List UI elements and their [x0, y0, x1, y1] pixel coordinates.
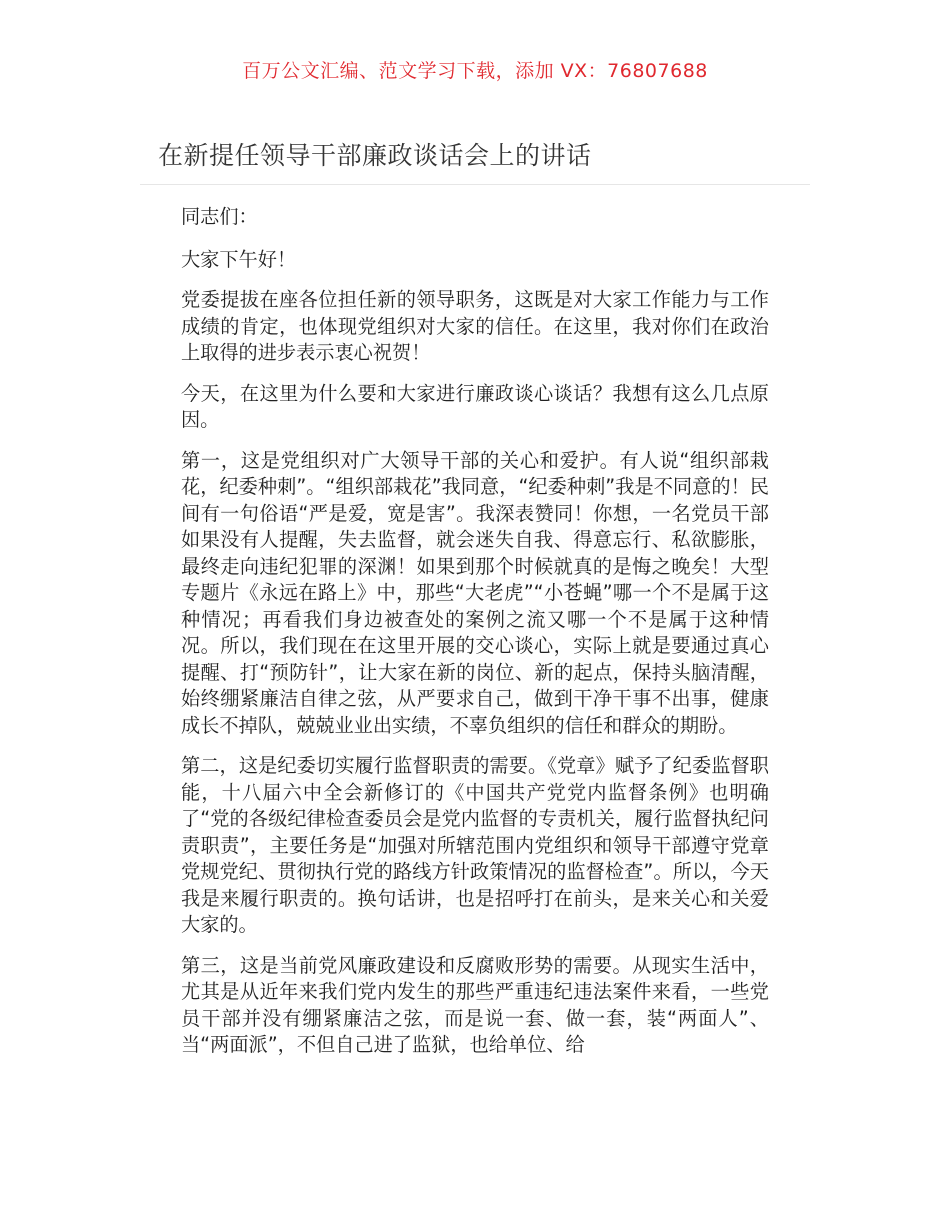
paragraph-4: 第二，这是纪委切实履行监督职责的需要。《党章》赋予了纪委监督职能，十八届六中全会新修订的《中国共产党党内监督条例》也明确了“党的各级纪律检查委员会是党内监督的专责机关，履行监督执纪问责职责”，主要任务是“加强对所辖范围内党组织和领导干部遵守党章党规党纪、贯彻执行党的路线方针政策情况的监督检查”。所以，今天我是来履行职责的。换句话讲，也是招呼打在前头，是来关心和关爱大家的。	[181, 754, 769, 936]
document-title: 在新提任领导干部廉政谈话会上的讲话	[158, 141, 592, 170]
paragraph-1: 党委提拔在座各位担任新的领导职务，这既是对大家工作能力与工作成绩的肯定，也体现党组织对大家的信任。在这里，我对你们在政治上取得的进步表示衷心祝贺！	[181, 288, 769, 364]
greeting: 大家下午好！	[181, 247, 297, 271]
paragraph-5: 第三，这是当前党风廉政建设和反腐败形势的需要。从现实生活中，尤其是从近年来我们党内发生的那些严重违纪违法案件来看，一些党员干部并没有绷紧廉洁之弦，而是说一套、做一套，装“两面人”、当“两面派”，不但自己进了监狱，也给单位、给	[181, 953, 769, 1056]
paragraph-2: 今天，在这里为什么要和大家进行廉政谈心谈话？我想有这么几点原因。	[181, 381, 769, 431]
header-banner: 百万公文汇编、范文学习下载，添加 VX：76807688	[242, 60, 708, 82]
title-divider	[140, 184, 810, 185]
salutation: 同志们：	[181, 205, 258, 228]
paragraph-3: 第一，这是党组织对广大领导干部的关心和爱护。有人说“组织部栽花，纪委种刺”。“组织部栽花”我同意，“纪委种刺”我是不同意的！民间有一句俗语“严是爱，宽是害”。我深表赞同！你想，一名党员干部如果没有人提醒，失去监督，就会迷失自我、得意忘行、私欲膨胀，最终走向违纪犯罪的深渊！如果到那个时候就真的是悔之晚矣！大型专题片《永远在路上》中，那些“大老虎”“小苍蝇”哪一个不是属于这种情况；再看我们身边被查处的案例之流又哪一个不是属于这种情况。所以，我们现在在这里开展的交心谈心，实际上就是要通过真心提醒、打“预防针”，让大家在新的岗位、新的起点，保持头脑清醒，始终绷紧廉洁自律之弦，从严要求自己，做到干净干事不出事，健康成长不掉队，兢兢业业出实绩，不辜负组织的信任和群众的期盼。	[181, 448, 769, 737]
document-body	[181, 204, 769, 1073]
